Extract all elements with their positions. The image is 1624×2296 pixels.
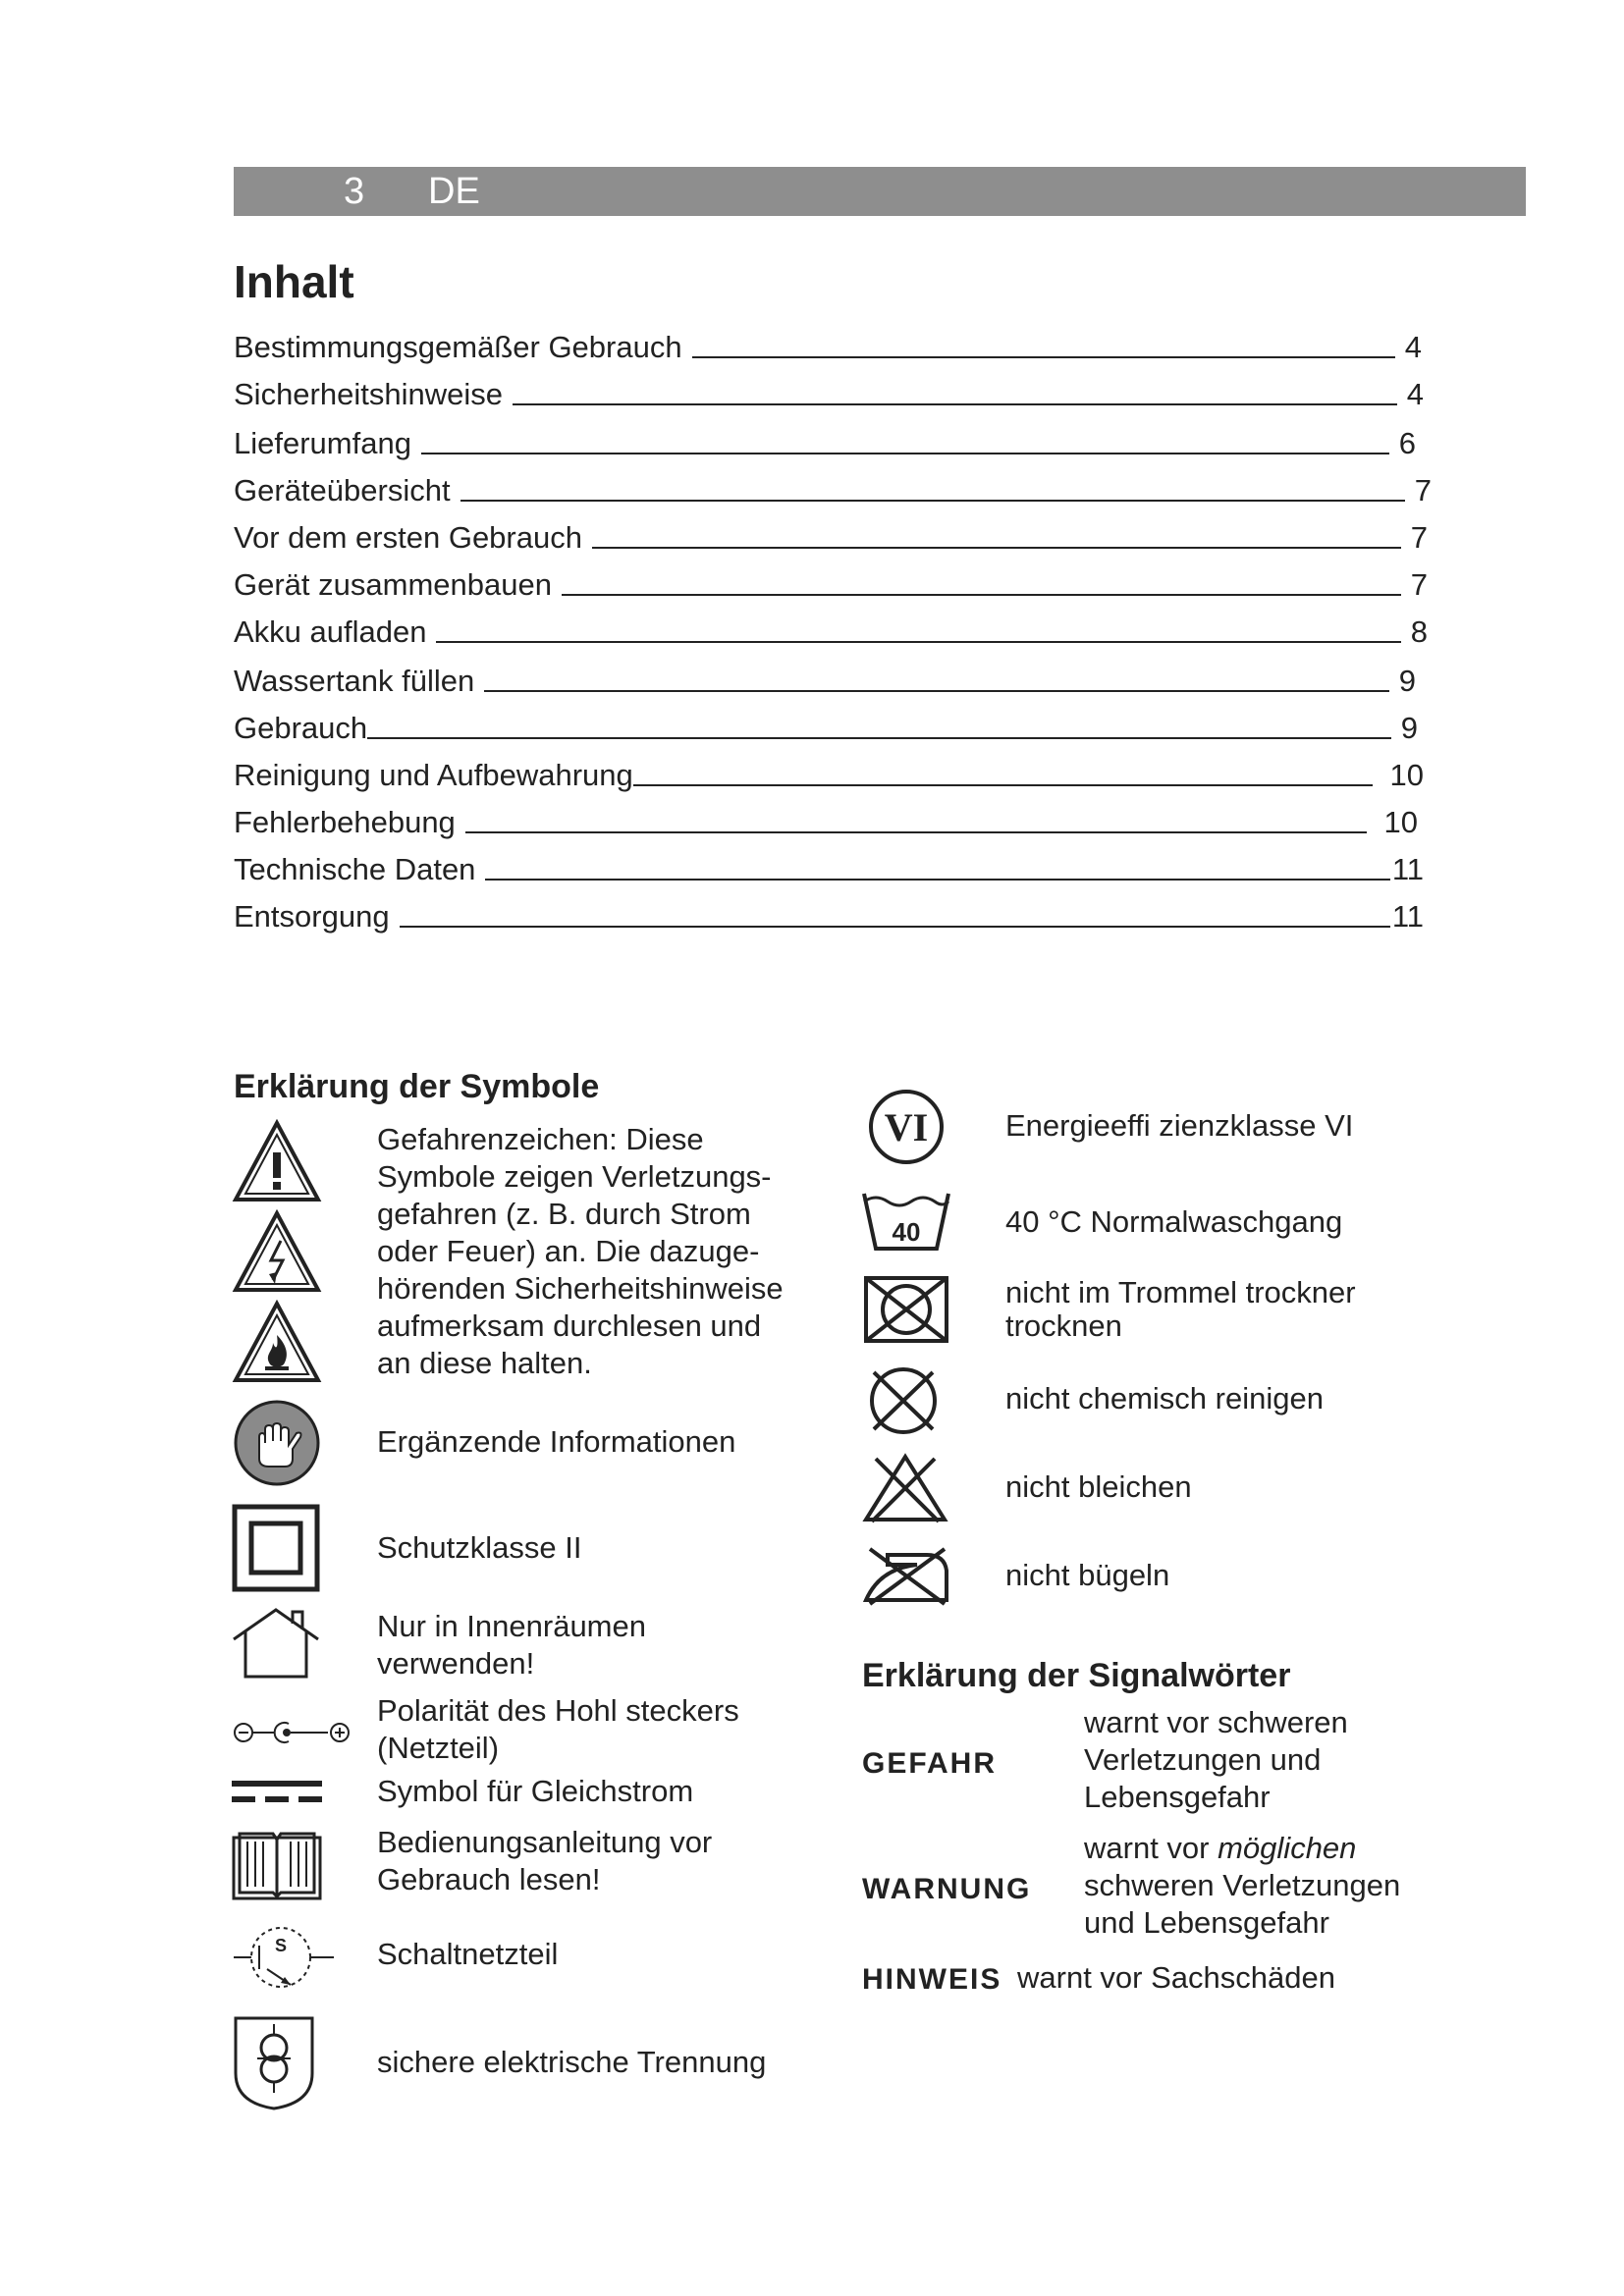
- toc-entry-label: Vor dem ersten Gebrauch: [234, 520, 582, 555]
- toc-leader-line: [460, 500, 1405, 502]
- protection-class-description: [377, 1529, 581, 1567]
- signal-word-danger-description: [1084, 1704, 1348, 1816]
- text-line: Gebrauch lesen!: [377, 1862, 601, 1896]
- no-iron-description: [1005, 1557, 1169, 1594]
- text-line: nicht chemisch reinigen: [1005, 1381, 1324, 1415]
- direct-current-icon: [232, 1779, 322, 1804]
- toc-leader-line: [421, 453, 1389, 454]
- toc-leader-line: [513, 403, 1397, 405]
- protection-class-ii-icon: [232, 1504, 320, 1592]
- toc-entry-label: Fehlerbehebung: [234, 805, 456, 839]
- text-line: hörenden Sicherheitshinweise: [377, 1271, 784, 1306]
- toc-entry[interactable]: [234, 754, 1424, 793]
- text-line: Energieeffi zienzklasse VI: [1005, 1108, 1354, 1143]
- direct-current-description: [377, 1773, 693, 1810]
- indoor-use-description: [377, 1608, 646, 1682]
- toc-entry[interactable]: [234, 469, 1432, 508]
- text-line: [1084, 1830, 1400, 1867]
- fire-hazard-icon: [232, 1300, 322, 1384]
- energy-class-description: [1005, 1107, 1353, 1145]
- toc-leader-line: [436, 641, 1400, 643]
- toc-entry-page: 6: [1398, 426, 1416, 460]
- safety-transformer-description: [377, 2044, 766, 2081]
- toc-leader-line: [400, 926, 1390, 928]
- toc-entry-page: 7: [1410, 567, 1428, 602]
- toc-entry-label: Lieferumfang: [234, 426, 411, 460]
- info-hand-icon: [232, 1398, 322, 1488]
- text-line: Nur in Innenräumen: [377, 1609, 646, 1643]
- wash-40-icon: [860, 1188, 952, 1253]
- house-icon: [232, 1606, 320, 1681]
- text-line: nicht bügeln: [1005, 1558, 1170, 1592]
- text-line: Schaltnetzteil: [377, 1937, 559, 1971]
- signal-word-danger: GEFAHR: [862, 1747, 998, 1780]
- text-line: Schutzklasse II: [377, 1530, 582, 1565]
- toc-entry[interactable]: [234, 707, 1418, 746]
- no-dry-clean-icon: [864, 1364, 943, 1437]
- toc-leader-line: [633, 784, 1373, 786]
- text-line: Symbole zeigen Verletzungs-: [377, 1159, 772, 1194]
- no-bleach-description: [1005, 1468, 1192, 1506]
- text-line: Gefahrenzeichen: Diese: [377, 1122, 704, 1156]
- text-line: schweren Verletzungen: [1084, 1868, 1401, 1902]
- no-dry-clean-description: [1005, 1380, 1324, 1417]
- page-header-bar: [234, 167, 1526, 216]
- toc-entry-page: 8: [1410, 614, 1428, 649]
- text-line: Bedienungsanleitung vor: [377, 1825, 713, 1859]
- manual-book-icon: [232, 1828, 322, 1902]
- text-line: Polarität des Hohl steckers: [377, 1693, 739, 1728]
- electric-hazard-icon: [232, 1209, 322, 1294]
- toc-entry-label: Reinigung und Aufbewahrung: [234, 758, 633, 792]
- text-line: oder Feuer) an. Die dazuge-: [377, 1234, 760, 1268]
- text-line: trocknen: [1005, 1308, 1122, 1343]
- toc-entry-page: 11: [1391, 852, 1424, 886]
- signal-word-warning-description: [1084, 1830, 1400, 1942]
- energy-class-label: VI: [884, 1105, 929, 1149]
- text-line: aufmerksam durchlesen und: [377, 1308, 762, 1343]
- language-code: DE: [428, 171, 480, 212]
- wash-description: [1005, 1203, 1342, 1241]
- text-line: 40 °C Normalwaschgang: [1005, 1204, 1343, 1239]
- no-tumble-dry-description: [1005, 1276, 1356, 1343]
- toc-entry-page: 7: [1410, 520, 1428, 555]
- manual-description: [377, 1824, 712, 1898]
- switching-power-supply-icon: [232, 1918, 340, 1997]
- toc-entry[interactable]: [234, 895, 1424, 934]
- text-line: warnt vor schweren: [1084, 1705, 1348, 1739]
- toc-entry-page: 10: [1389, 758, 1424, 792]
- no-bleach-icon: [862, 1453, 948, 1523]
- toc-entry[interactable]: [234, 326, 1422, 365]
- no-tumble-dry-icon: [862, 1274, 950, 1345]
- signal-word-warning: WARNUNG: [862, 1873, 1032, 1905]
- text-line: verwenden!: [377, 1646, 535, 1681]
- toc-entry[interactable]: [234, 373, 1424, 412]
- toc-entry-label: Akku aufladen: [234, 614, 427, 649]
- text-line: Ergänzende Informationen: [377, 1424, 736, 1459]
- toc-leader-line: [592, 547, 1401, 549]
- toc-leader-line: [484, 690, 1389, 692]
- wash-temperature-label: 40: [892, 1217, 921, 1247]
- text-line: und Lebensgefahr: [1084, 1905, 1329, 1940]
- toc-entry-page: 7: [1414, 473, 1432, 507]
- info-description: [377, 1423, 735, 1461]
- toc-entry-label: Sicherheitshinweise: [234, 377, 503, 411]
- text-line: Lebensgefahr: [1084, 1780, 1271, 1814]
- toc-entry-label: Geräteübersicht: [234, 473, 451, 507]
- text-line: Verletzungen und: [1084, 1742, 1322, 1777]
- warning-triangle-icon: [232, 1119, 322, 1203]
- symbols-section-title: Erklärung der Symbole: [234, 1068, 600, 1105]
- page-number: 3: [344, 171, 365, 212]
- toc-entry-page: 4: [1406, 377, 1424, 411]
- toc-entry[interactable]: [234, 848, 1424, 887]
- signal-words-section-title: Erklärung der Signalwörter: [862, 1657, 1291, 1694]
- toc-entry-page: 11: [1391, 899, 1424, 934]
- toc-entry[interactable]: [234, 611, 1428, 650]
- toc-entry-page: 10: [1383, 805, 1418, 839]
- emphasis-text: möglichen: [1218, 1831, 1357, 1865]
- toc-entry-label: Technische Daten: [234, 852, 476, 886]
- toc-entry-page: 9: [1400, 711, 1418, 745]
- text-line: Symbol für Gleichstrom: [377, 1774, 694, 1808]
- toc-entry[interactable]: [234, 563, 1428, 603]
- toc-entry-label: Wassertank füllen: [234, 664, 475, 698]
- text-line: an diese halten.: [377, 1346, 592, 1380]
- toc-entry[interactable]: [234, 660, 1416, 699]
- toc-entry-page: 9: [1398, 664, 1416, 698]
- text-segment: warnt vor: [1084, 1831, 1218, 1865]
- toc-leader-line: [692, 356, 1395, 358]
- switching-power-supply-description: [377, 1936, 558, 1973]
- toc-entry-label: Gerät zusammenbauen: [234, 567, 552, 602]
- text-line: nicht bleichen: [1005, 1469, 1192, 1504]
- toc-leader-line: [465, 831, 1367, 833]
- text-line: (Netzteil): [377, 1731, 500, 1765]
- text-line: gefahren (z. B. durch Strom: [377, 1197, 751, 1231]
- toc-leader-line: [367, 737, 1391, 739]
- text-line: nicht im Trommel trockner: [1005, 1275, 1356, 1309]
- toc-leader-line: [485, 879, 1389, 881]
- toc-entry[interactable]: [234, 422, 1416, 461]
- toc-entry-label: Bestimmungsgemäßer Gebrauch: [234, 330, 682, 364]
- text-line: sichere elektrische Trennung: [377, 2045, 767, 2079]
- no-iron-icon: [862, 1545, 950, 1606]
- energy-class-vi-icon: [864, 1088, 948, 1166]
- signal-word-notice-description: warnt vor Sachschäden: [1017, 1960, 1335, 1995]
- toc-leader-line: [562, 594, 1401, 596]
- signal-word-notice: HINWEIS: [862, 1963, 1002, 1996]
- toc-entry[interactable]: [234, 516, 1428, 556]
- polarity-icon: [232, 1718, 353, 1747]
- toc-entry-label: Entsorgung: [234, 899, 390, 934]
- toc-entry[interactable]: [234, 801, 1418, 840]
- polarity-description: [377, 1692, 739, 1767]
- safety-isolating-transformer-icon: [232, 2014, 316, 2112]
- toc-entry-label: Gebrauch: [234, 711, 368, 745]
- toc-title: Inhalt: [234, 256, 354, 307]
- svg-text:S: S: [275, 1936, 288, 1955]
- toc-entry-page: 4: [1404, 330, 1422, 364]
- hazard-symbols-description: [377, 1121, 784, 1382]
